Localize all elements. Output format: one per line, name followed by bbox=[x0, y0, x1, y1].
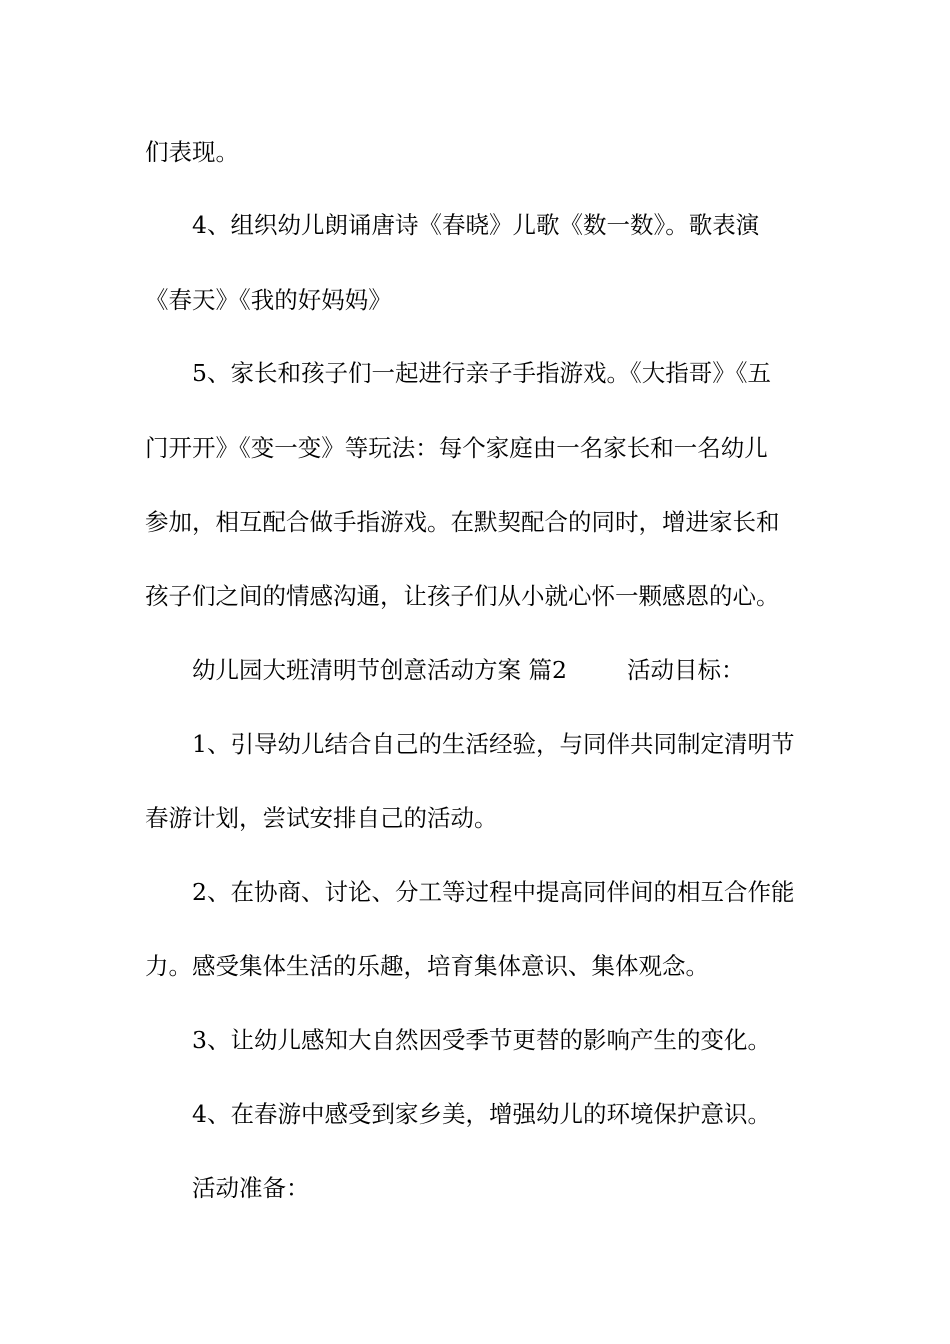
paragraph-line: 2、在协商、讨论、分工等过程中提高同伴间的相互合作能 bbox=[192, 878, 795, 906]
paragraph-line: 力。感受集体生活的乐趣，培育集体意识、集体观念。 bbox=[145, 952, 709, 980]
paragraph-line: 门开开》《变一变》等玩法：每个家庭由一名家长和一名幼儿 bbox=[145, 434, 768, 462]
section-heading: 幼儿园大班清明节创意活动方案 篇2 bbox=[192, 656, 567, 684]
section-subheading: 活动目标： bbox=[627, 656, 745, 684]
paragraph-line: 春游计划，尝试安排自己的活动。 bbox=[145, 804, 498, 832]
paragraph-line: 活动准备： bbox=[192, 1174, 310, 1202]
paragraph-line: 5、家长和孩子们一起进行亲子手指游戏。《大指哥》《五 bbox=[192, 359, 771, 387]
paragraph-line: 4、在春游中感受到家乡美，增强幼儿的环境保护意识。 bbox=[192, 1100, 771, 1128]
paragraph-line: 参加，相互配合做手指游戏。在默契配合的同时，增进家长和 bbox=[145, 508, 780, 536]
paragraph-line: 3、让幼儿感知大自然因受季节更替的影响产生的变化。 bbox=[192, 1026, 771, 1054]
paragraph-line: 《春天》《我的好妈妈》 bbox=[145, 286, 392, 314]
paragraph-line: 4、组织幼儿朗诵唐诗《春晓》儿歌《数一数》。歌表演 bbox=[192, 211, 760, 239]
paragraph-line: 们表现。 bbox=[145, 138, 239, 166]
paragraph-line: 1、引导幼儿结合自己的生活经验，与同伴共同制定清明节 bbox=[192, 730, 795, 758]
paragraph-line: 孩子们之间的情感沟通，让孩子们从小就心怀一颗感恩的心。 bbox=[145, 582, 780, 610]
